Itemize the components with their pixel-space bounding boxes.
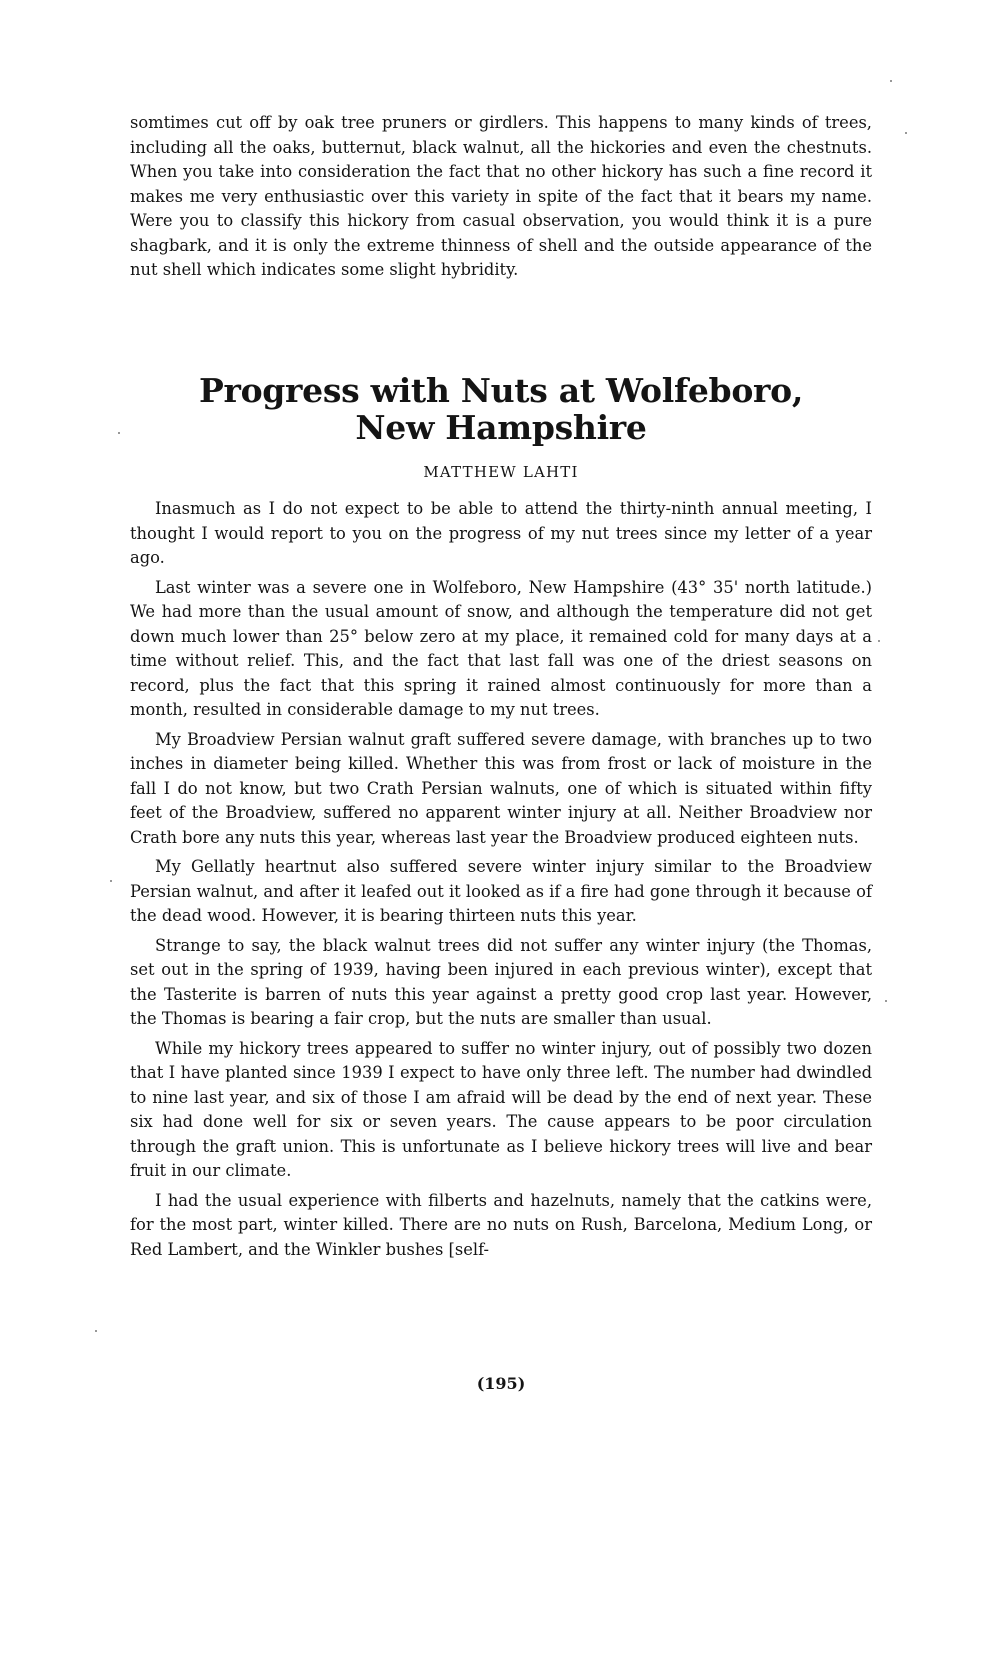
body-paragraph: While my hickory trees appeared to suffer no winter injury, out of possibly two dozen that I have planted since 1939 I expect to have only three left. The number had dwindled to nine last year, and six of those I am afraid will be dead by the end of next year. These six had done well for six or seven years. The cause appears to be poor circulation through the graft union. This is unfortunate as I believe hickory trees will live and bear fruit in our climate. bbox=[130, 1038, 872, 1180]
carryover-paragraph: somtimes cut off by oak tree pruners or girdlers. This happens to many kinds of trees, including all the oaks, butternut, black walnut, all the hickories and even the chestnuts. When you take into consideration the fact that no other hickory has such a fine record it makes me very enthusiastic over this variety in spite of the fact that it bears my name. Were you to classify this hickory from casual observation, you would think it is a pure shagbark, and it is only the extreme thinness of shell and the outside appearance of the nut shell which indicates some slight hybridity. bbox=[130, 113, 872, 279]
scan-speck bbox=[878, 640, 880, 642]
article-title-line-1: Progress with Nuts at Wolfeboro, bbox=[198, 371, 804, 410]
scan-speck bbox=[110, 880, 112, 882]
scan-speck bbox=[885, 1000, 887, 1002]
scan-speck bbox=[890, 80, 892, 82]
page-number: (195) bbox=[476, 1374, 526, 1393]
article-author: MATTHEW LAHTI bbox=[423, 463, 579, 481]
article-body bbox=[130, 497, 872, 1267]
body-paragraph: My Broadview Persian walnut graft suffered severe damage, with branches up to two inches in diameter being killed. Whether this was from frost or lack of moisture in the fall I do not know, but two Crath Persian walnuts, one of which is situated within fifty feet of the Broadview, suffered no apparent winter injury at all. Neither Broadview nor Crath bore any nuts this year, whereas last year the Broadview produced eighteen nuts. bbox=[130, 729, 872, 847]
scan-speck bbox=[118, 432, 120, 434]
body-paragraph: Inasmuch as I do not expect to be able to attend the thirty-ninth annual meeting, I thought I would report to you on the progress of my nut trees since my letter of a year ago. bbox=[130, 499, 872, 567]
body-paragraph: Last winter was a severe one in Wolfeboro, New Hampshire (43° 35' north latitude.) We had more than the usual amount of snow, and although the temperature did not get down much lower than 25° below zero at my place, it remained cold for many days at a time without relief. This, and the fact that last fall was one of the driest seasons on record, plus the fact that this spring it rained almost continuously for more than a month, resulted in considerable damage to my nut trees. bbox=[130, 577, 872, 719]
article-title-line-2: New Hampshire bbox=[355, 408, 647, 447]
article-title bbox=[130, 372, 872, 446]
body-paragraph: I had the usual experience with filberts and hazelnuts, namely that the catkins were, for the most part, winter killed. There are no nuts on Rush, Barcelona, Medium Long, or Red Lambert, and the Winkler bushes [self- bbox=[130, 1190, 872, 1259]
scan-speck bbox=[905, 132, 907, 134]
body-paragraph: My Gellatly heartnut also suffered severe winter injury similar to the Broadview Persian walnut, and after it leafed out it looked as if a fire had gone through it because of the dead wood. However, it is bearing thirteen nuts this year. bbox=[130, 857, 872, 925]
body-paragraph: Strange to say, the black walnut trees did not suffer any winter injury (the Thomas, set out in the spring of 1939, having been injured in each previous winter), except that the Tasterite is barren of nuts this year against a pretty good crop last year. However, the Thomas is bearing a fair crop, but the nuts are smaller than usual. bbox=[130, 935, 872, 1028]
scan-speck bbox=[95, 1330, 97, 1332]
